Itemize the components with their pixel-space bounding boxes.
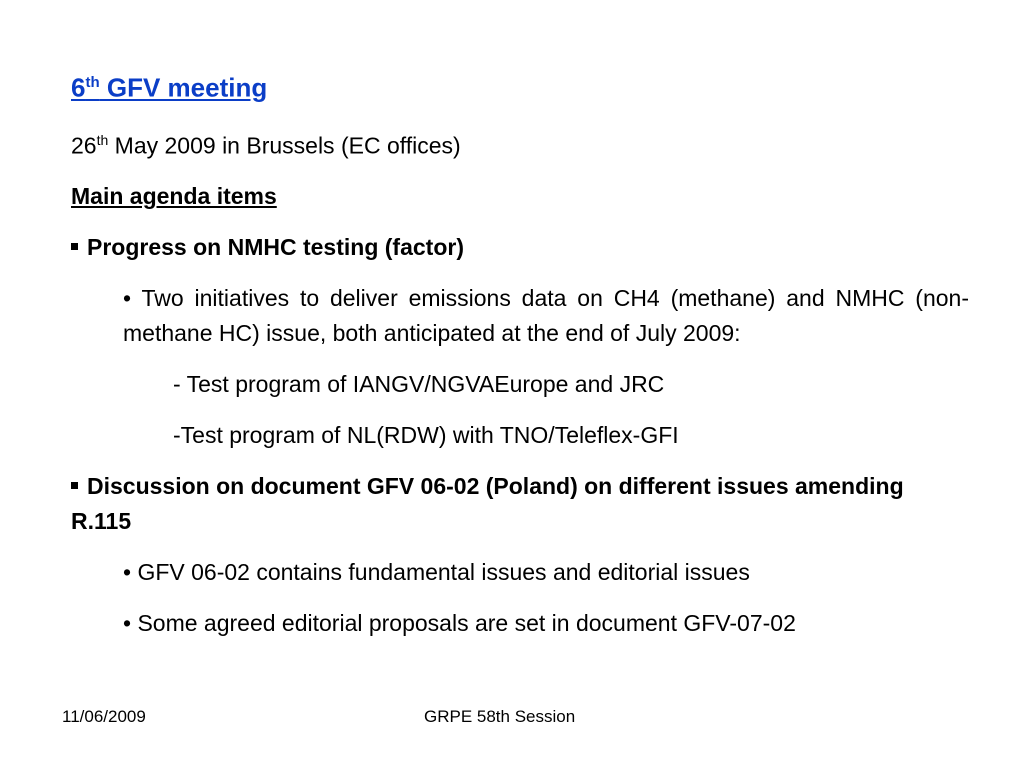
date-ordinal-suffix: th (96, 131, 109, 148)
agenda-item-2 (71, 469, 969, 539)
footer-date: 11/06/2009 (62, 707, 146, 726)
title-ordinal-suffix: th (85, 74, 100, 91)
title-number: 6 (71, 72, 86, 103)
test-program-1: - Test program of IANGV/NGVAEurope and JRC (173, 371, 665, 398)
date-text: May 2009 in Brussels (EC offices) (108, 132, 461, 159)
title-text: GFV meeting (99, 72, 268, 103)
square-bullet-icon (71, 482, 78, 489)
agenda-item-2-subpoint-2: • Some agreed editorial proposals are set in document GFV-07-02 (123, 610, 796, 637)
agenda-item-1-text: Progress on NMHC testing (factor) (87, 234, 464, 261)
agenda-item-1 (71, 230, 969, 265)
footer-session: GRPE 58th Session (424, 707, 576, 726)
agenda-item-2-text: Discussion on document GFV 06-02 (Poland) on different issues amending R.115 (71, 473, 904, 535)
meeting-date-line (71, 123, 969, 164)
slide-content (71, 64, 969, 657)
agenda-heading: Main agenda items (71, 183, 277, 210)
agenda-item-2-subpoint-1: • GFV 06-02 contains fundamental issues and editorial issues (123, 559, 750, 586)
test-program-2: -Test program of NL(RDW) with TNO/Teleflex-GFI (173, 422, 679, 449)
square-bullet-icon (71, 243, 78, 250)
date-day: 26 (71, 132, 97, 159)
slide-title (71, 64, 969, 107)
agenda-item-1-subpoint: • Two initiatives to deliver emissions data on CH4 (methane) and NMHC (non-methane HC) issue, both anticipated at the end of July 2009: (123, 285, 969, 347)
